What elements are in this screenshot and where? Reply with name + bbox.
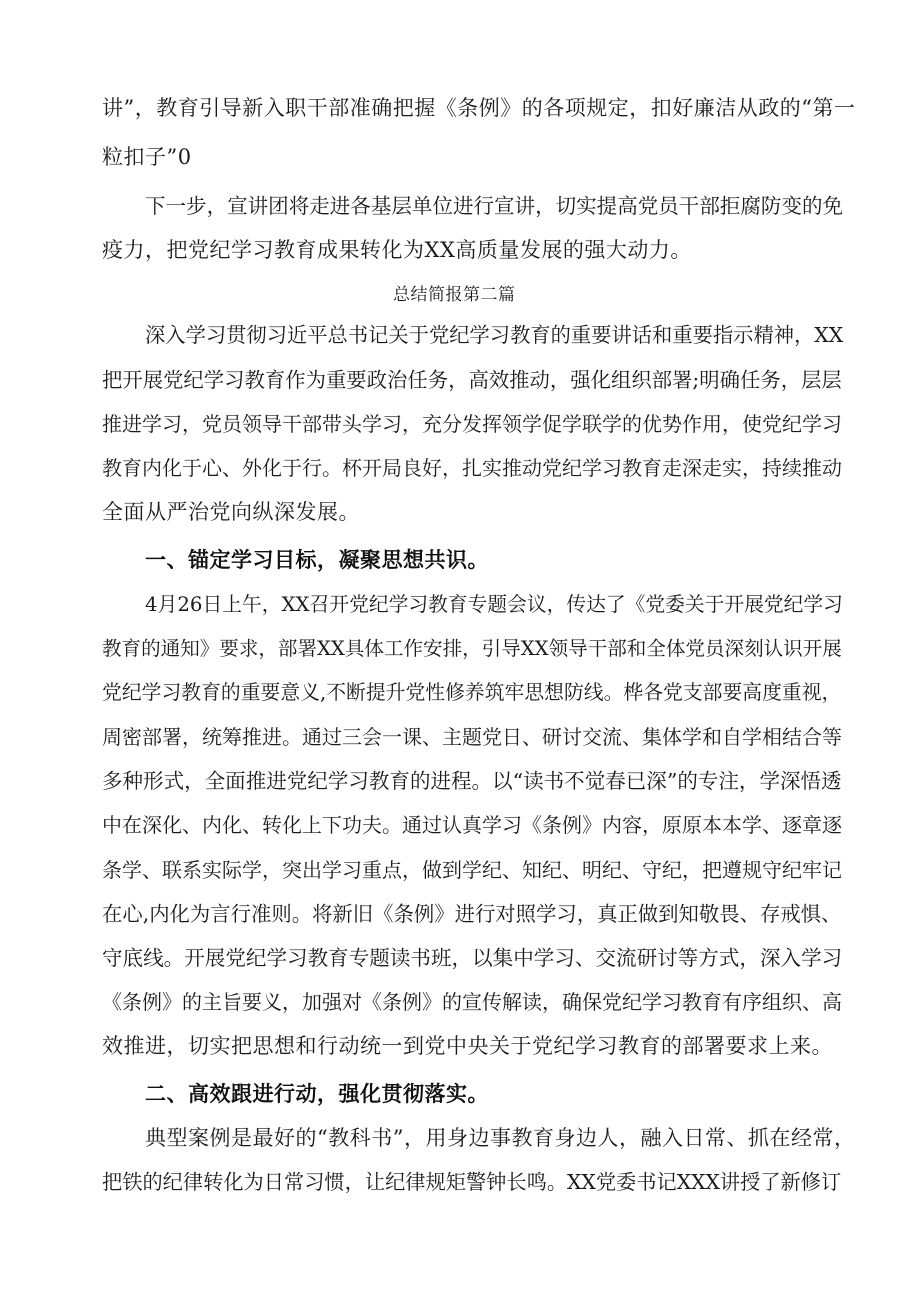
text-line: 下一步，宣讲团将走进各基层单位进行宣讲，切实提高党员干部拒腐防变的免 [145,194,844,218]
text-line: 典型案例是最好的“教科书”，用身边事教育身边人，融入日常、抓在经常， [145,1126,856,1150]
text-line: 多种形式，全面推进党纪学习教育的进程。以“读书不觉春已深”的专注，学深悟透 [102,769,842,793]
text-line: 疫力，把党纪学习教育成果转化为XX高质量发展的强大动力。 [102,238,692,262]
text-line: 粒扣子”0 [102,145,192,169]
text-line: 中在深化、内化、转化上下功夫。通过认真学习《条例》内容，原原本本学、逐章逐 [102,813,842,837]
text-line: 效推进，切实把思想和行动统一到党中央关于党纪学习教育的部署要求上来。 [102,1034,833,1058]
text-line: 把铁的纪律转化为日常习惯，让纪律规矩警钟长鸣。XX党委书记XXX讲授了新修订 [102,1170,842,1194]
text-line: 深入学习贯彻习近平总书记关于党纪学习教育的重要讲话和重要指示精神，XX [145,323,844,347]
section-heading: 二、高效跟进行动，强化贯彻落实。 [145,1082,489,1106]
text-line: 党纪学习教育的重要意义,不断提升党性修养筑牢思想防线。桦各党支部要高度重视， [102,681,842,704]
section-title: 总结简报第二篇 [393,285,516,305]
text-line: 教育的通知》要求，部署XX具体工作安排，引导XX领导干部和全体党员深刻认识开展 [102,637,842,660]
text-line: 周密部署，统筹推进。通过三会一课、主题党日、研讨交流、集体学和自学相结合等 [102,725,842,749]
text-line: 《条例》的主旨要义，加强对《条例》的宣传解读，确保党纪学习教育有序组织、高 [102,990,842,1014]
text-line: 条学、联系实际学，突出学习重点，做到学纪、知纪、明纪、守纪，把遵规守纪牢记 [102,858,842,882]
text-line: 全面从严治党向纵深发展。 [102,500,360,524]
text-line: 把开展党纪学习教育作为重要政治任务，高效推动，强化组织部署;明确任务，层层 [102,368,842,392]
section-heading: 一、锚定学习目标，凝聚思想共识。 [145,548,489,572]
text-line: 4月26日上午，XX召开党纪学习教育专题会议，传达了《党委关于开展党纪学习 [145,593,843,616]
text-line: 推进学习，党员领导干部带头学习，充分发挥领学促学联学的优势作用，使党纪学习 [102,412,842,436]
text-line: 讲”，教育引导新入职干部准确把握《条例》的各项规定，扣好廉洁从政的“第一 [102,96,856,120]
text-line: 教育内化于心、外化于行。杯开局良好，扎实推动党纪学习教育走深走实，持续推动 [102,456,842,480]
text-line: 在心,内化为言行准则。将新旧《条例》进行对照学习，真正做到知敬畏、存戒惧、 [102,902,842,926]
text-line: 守底线。开展党纪学习教育专题读书班，以集中学习、交流研讨等方式，深入学习 [102,946,843,970]
